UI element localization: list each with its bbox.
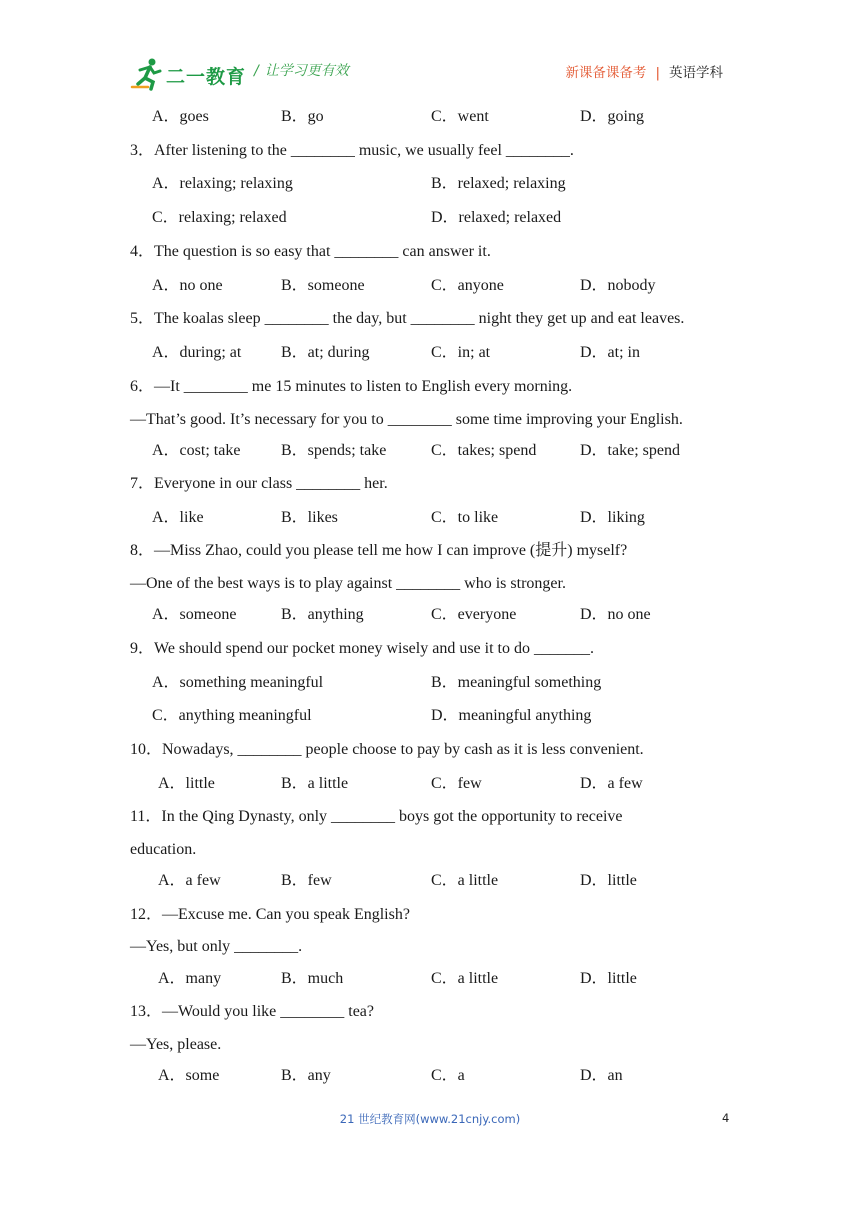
- option-d: D．going: [580, 108, 645, 125]
- option-b: B．a little: [281, 775, 349, 792]
- header-subject: 英语学科: [669, 65, 723, 81]
- option-c: C．everyone: [431, 606, 517, 623]
- running-figure-icon: [130, 56, 166, 92]
- option-a: A．little: [158, 775, 215, 792]
- question-stem: 12．—Excuse me. Can you speak English?: [130, 906, 410, 923]
- option-c: C．few: [431, 775, 482, 792]
- option-a: A．many: [158, 970, 222, 987]
- header-separator: |: [655, 65, 660, 81]
- question-stem: 5．The koalas sleep ________ the day, but ________ night they get up and eat leaves.: [130, 310, 685, 327]
- question-stem-continued: —That’s good. It’s necessary for you to ________ some time improving your English.: [130, 411, 683, 428]
- option-a: A．a few: [158, 872, 221, 889]
- option-d: D．nobody: [580, 277, 656, 294]
- question-stem: 9．We should spend our pocket money wisely and use it to do _______.: [130, 640, 594, 657]
- option-b: B．likes: [281, 509, 338, 526]
- question-stem: 11．In the Qing Dynasty, only ________ boys got the opportunity to receive: [130, 808, 623, 825]
- option-c: C．takes; spend: [431, 442, 537, 459]
- option-b: B．meaningful something: [431, 674, 602, 691]
- option-c: C．relaxing; relaxed: [152, 209, 287, 226]
- option-c: C．anything meaningful: [152, 707, 312, 724]
- question-stem: 13．—Would you like ________ tea?: [130, 1003, 375, 1020]
- option-b: B．few: [281, 872, 332, 889]
- option-d: D．no one: [580, 606, 651, 623]
- option-c: C．a: [431, 1067, 465, 1084]
- page-header: [0, 0, 860, 100]
- option-d: D．at; in: [580, 344, 640, 361]
- question-stem: 7．Everyone in our class ________ her.: [130, 475, 388, 492]
- option-b: B．spends; take: [281, 442, 387, 459]
- option-d: D．little: [580, 970, 637, 987]
- option-d: D．a few: [580, 775, 643, 792]
- option-c: C．to like: [431, 509, 499, 526]
- option-c: C．anyone: [431, 277, 504, 294]
- option-c: C．went: [431, 108, 489, 125]
- slogan-text: 让学习更有效: [264, 63, 349, 79]
- question-stem: 3．After listening to the ________ music, we usually feel ________.: [130, 142, 574, 159]
- question-stem-continued: education.: [130, 841, 197, 858]
- option-c: C．a little: [431, 872, 499, 889]
- footer-source: 21 世纪教育网(www.21cnjy.com): [339, 1112, 521, 1126]
- question-stem-continued: —One of the best ways is to play against ________ who is stronger.: [130, 575, 566, 592]
- option-b: B．relaxed; relaxing: [431, 175, 566, 192]
- option-d: D．take; spend: [580, 442, 680, 459]
- question-stem: 10．Nowadays, ________ people choose to pay by cash as it is less convenient.: [130, 741, 644, 758]
- header-right: [565, 61, 723, 81]
- logo-text: 二一教育: [166, 66, 247, 88]
- option-a: A．something meaningful: [152, 674, 324, 691]
- logo: [130, 56, 247, 92]
- option-a: A．some: [158, 1067, 220, 1084]
- option-a: A．goes: [152, 108, 209, 125]
- option-d: D．relaxed; relaxed: [431, 209, 562, 226]
- option-b: B．much: [281, 970, 344, 987]
- option-b: B．anything: [281, 606, 364, 623]
- option-a: A．like: [152, 509, 204, 526]
- option-b: B．go: [281, 108, 324, 125]
- option-a: A．no one: [152, 277, 223, 294]
- question-stem-continued: —Yes, please.: [130, 1036, 222, 1053]
- header-title: 新课备课备考: [565, 65, 647, 81]
- option-c: C．in; at: [431, 344, 491, 361]
- slogan: / 让学习更有效: [254, 63, 349, 79]
- option-a: A．cost; take: [152, 442, 241, 459]
- question-stem-continued: —Yes, but only ________.: [130, 938, 303, 955]
- option-b: B．at; during: [281, 344, 370, 361]
- option-d: D．meaningful anything: [431, 707, 592, 724]
- option-a: A．relaxing; relaxing: [152, 175, 293, 192]
- option-d: D．liking: [580, 509, 645, 526]
- option-b: B．any: [281, 1067, 331, 1084]
- question-stem: 4．The question is so easy that ________ can answer it.: [130, 243, 491, 260]
- question-stem: 8．—Miss Zhao, could you please tell me how I can improve (提升) myself?: [130, 542, 628, 559]
- option-b: B．someone: [281, 277, 365, 294]
- page-number: 4: [722, 1111, 730, 1125]
- option-d: D．little: [580, 872, 637, 889]
- option-d: D．an: [580, 1067, 623, 1084]
- option-a: A．during; at: [152, 344, 242, 361]
- question-stem: 6．—It ________ me 15 minutes to listen to English every morning.: [130, 378, 573, 395]
- option-a: A．someone: [152, 606, 237, 623]
- option-c: C．a little: [431, 970, 499, 987]
